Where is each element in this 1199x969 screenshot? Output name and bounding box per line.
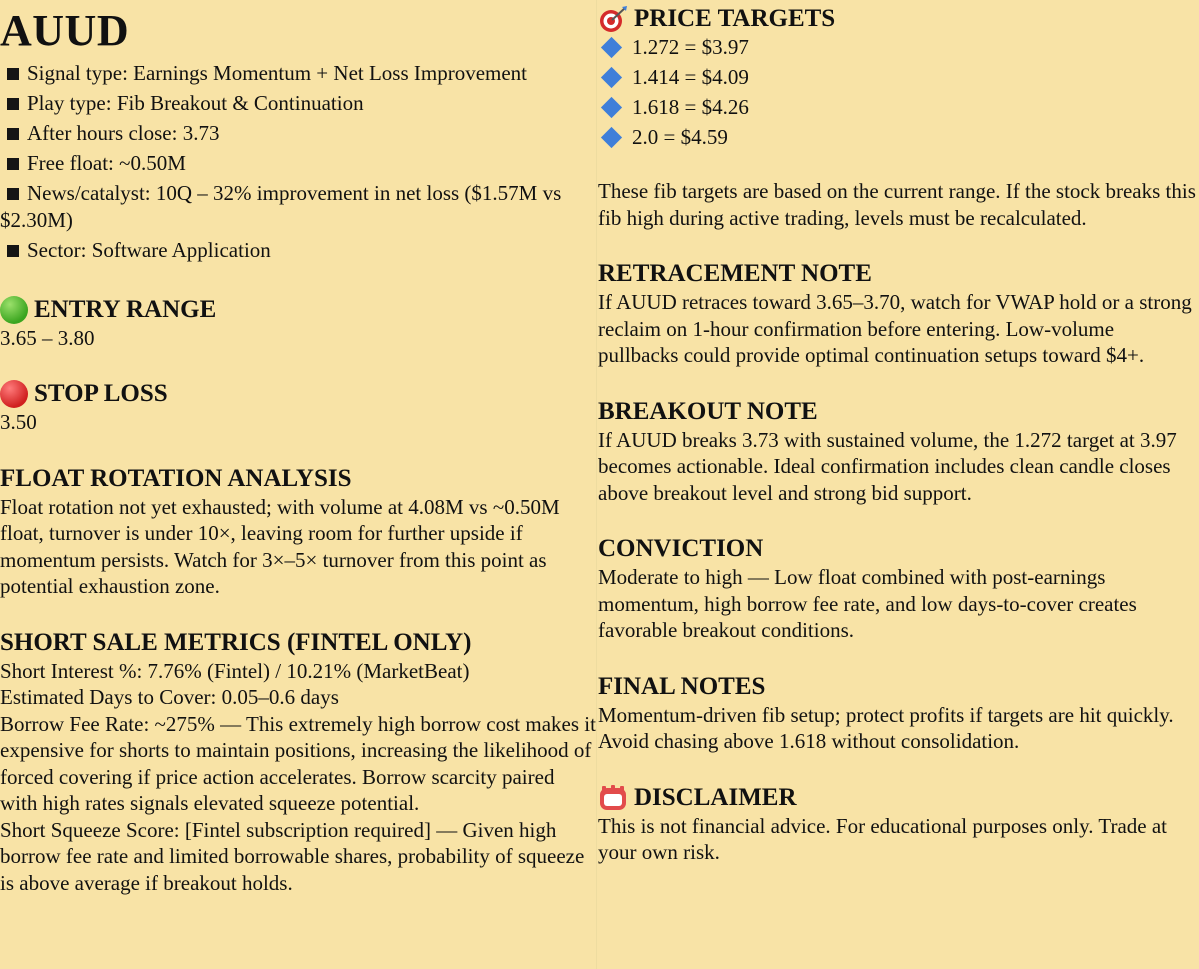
blue-diamond-icon — [601, 127, 622, 148]
conviction-body: Moderate to high — Low float combined with post-earnings momentum, high borrow fee rate, and low days-to-cover creates favorable breakout conditions. — [598, 565, 1137, 642]
disclaimer-body: This is not financial advice. For educational purposes only. Trade at your own risk. — [598, 813, 1168, 864]
summary-item: Play type: Fib Breakout & Continuation — [0, 90, 596, 117]
final-notes-line: Avoid chasing above 1.618 without consolidation. — [598, 729, 1020, 753]
disclaimer-heading: DISCLAIMER — [598, 783, 1196, 813]
summary-item: Free float: ~0.50M — [0, 150, 596, 177]
price-targets-heading: PRICE TARGETS — [598, 4, 1196, 34]
summary-item: News/catalyst: 10Q – 32% improvement in net loss ($1.57M vs $2.30M) — [0, 181, 562, 232]
breakout-body: If AUUD breaks 3.73 with sustained volume, the 1.272 target at 3.97 becomes actionable. Ideal confirmation includes clean candle closes above breakout level and strong bid support. — [598, 427, 1177, 505]
blue-diamond-icon — [601, 37, 622, 58]
warning-sign-icon — [598, 784, 628, 812]
blue-diamond-icon — [601, 67, 622, 88]
conviction-heading: CONVICTION — [598, 535, 764, 562]
short-sale-heading: SHORT SALE METRICS (FINTEL ONLY) — [0, 628, 472, 656]
summary-list — [0, 60, 596, 263]
target-icon — [598, 5, 628, 33]
short-interest-line: Short Interest %: 7.76% (Fintel) / 10.21% (MarketBeat) — [0, 658, 470, 683]
days-to-cover-line: Estimated Days to Cover: 0.05–0.6 days — [0, 685, 339, 709]
black-square-icon — [7, 68, 19, 80]
entry-range-value: 3.65 – 3.80 — [0, 325, 95, 350]
stop-loss-heading: STOP LOSS — [0, 379, 596, 409]
price-target-item: 1.272 = $3.97 — [598, 34, 1196, 61]
retracement-heading: RETRACEMENT NOTE — [598, 260, 872, 287]
price-target-item: 1.414 = $4.09 — [598, 64, 1196, 91]
price-target-item: 1.618 = $4.26 — [598, 94, 1196, 121]
price-target-list — [598, 34, 1196, 151]
squeeze-score-line: Short Squeeze Score: [Fintel subscription required] — Given high borrow fee rate and limited borrowable shares, probability of squeeze is above average if breakout holds. — [0, 817, 585, 895]
summary-item: After hours close: 3.73 — [0, 120, 596, 147]
final-notes-line: Momentum-driven fib setup; protect profits if targets are hit quickly. — [598, 702, 1174, 727]
black-square-icon — [7, 128, 19, 140]
black-square-icon — [7, 188, 19, 200]
summary-item: Sector: Software Application — [0, 237, 596, 264]
entry-range-heading: ENTRY RANGE — [0, 295, 596, 325]
summary-item: Signal type: Earnings Momentum + Net Loss Improvement — [0, 60, 596, 87]
stop-loss-value: 3.50 — [0, 410, 37, 434]
float-rotation-heading: FLOAT ROTATION ANALYSIS — [0, 464, 352, 492]
column-divider — [596, 0, 597, 969]
right-column — [598, 0, 1196, 866]
price-targets-note: These fib targets are based on the current range. If the stock breaks this fib high during active trading, levels must be recalculated. — [598, 179, 1196, 230]
black-square-icon — [7, 98, 19, 110]
blue-diamond-icon — [601, 97, 622, 118]
left-column — [0, 0, 596, 896]
float-rotation-body: Float rotation not yet exhausted; with volume at 4.08M vs ~0.50M float, turnover is under 10×, leaving room for further upside if momentum persists. Watch for 3×–5× turnover from this point as potential exhaustion zone. — [0, 494, 560, 598]
breakout-heading: BREAKOUT NOTE — [598, 397, 818, 425]
green-circle-icon — [0, 296, 28, 324]
retracement-body: If AUUD retraces toward 3.65–3.70, watch for VWAP hold or a strong reclaim on 1-hour confirmation before entering. Low-volume pullbacks could provide optimal continuation setups toward $4+. — [598, 290, 1192, 367]
black-square-icon — [7, 158, 19, 170]
price-target-item: 2.0 = $4.59 — [598, 124, 1196, 151]
final-notes-heading: FINAL NOTES — [598, 672, 766, 700]
borrow-fee-line: Borrow Fee Rate: ~275% — This extremely high borrow cost makes it expensive for shorts to maintain positions, increasing the likelihood of forced covering if price action accelerates. Borrow scarcity paired with high rates signals elevated squeeze potential. — [0, 711, 596, 815]
black-square-icon — [7, 245, 19, 257]
red-circle-icon — [0, 380, 28, 408]
ticker-title: AUUD — [0, 6, 130, 55]
